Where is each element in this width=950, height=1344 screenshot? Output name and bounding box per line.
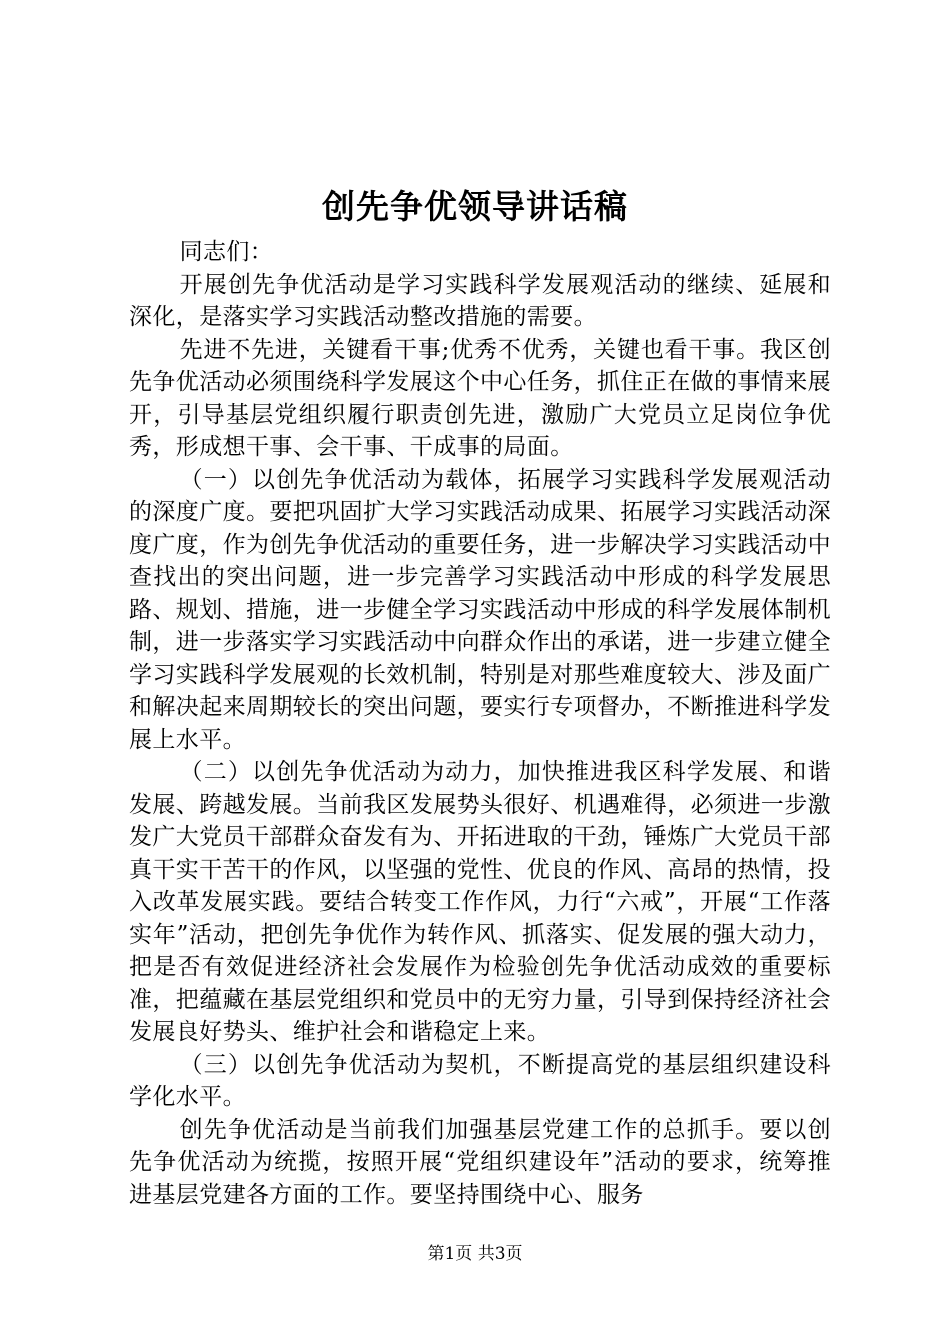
paragraph-6: 创先争优活动是当前我们加强基层党建工作的总抓手。要以创先争优活动为统揽，按照开展“党组织建设年”活动的要求，统筹推进基层党建各方面的工作。要坚持围绕中心、服务 — [129, 1116, 831, 1208]
document-body — [129, 236, 831, 1211]
section-2-paragraph: （二）以创先争优活动为动力，加快推进我区科学发展、和谐发展、跨越发展。当前我区发展势头很好、机遇难得，必须进一步激发广大党员干部群众奋发有为、开拓进取的干劲，锤炼广大党员干部真干实干苦干的作风，以坚强的党性、优良的作风、高昂的热情，投入改革发展实践。要结合转变工作作风，力行“六戒”，开展“工作落实年”活动，把创先争优作为转作风、抓落实、促发展的强大动力，把是否有效促进经济社会发展作为检验创先争优活动成效的重要标准，把蕴藏在基层党组织和党员中的无穷力量，引导到保持经济社会发展良好势头、维护社会和谐稳定上来。 — [129, 759, 831, 1045]
section-3-heading: （三）以创先争优活动为契机，不断提高党的基层组织建设科学化水平。 — [129, 1051, 831, 1110]
document-title: 创先争优领导讲话稿 — [322, 187, 628, 226]
paragraph-2: 先进不先进，关键看干事;优秀不优秀，关键也看干事。我区创先争优活动必须围绕科学发展这个中心任务，抓住正在做的事情来展开，引导基层党组织履行职责创先进，激励广大党员立足岗位争优秀，形成想干事、会干事、干成事的局面。 — [129, 336, 831, 460]
section-1-paragraph: （一）以创先争优活动为载体，拓展学习实践科学发展观活动的深度广度。要把巩固扩大学习实践活动成果、拓展学习实践活动深度广度，作为创先争优活动的重要任务，进一步解决学习实践活动中查找出的突出问题，进一步完善学习实践活动中形成的科学发展思路、规划、措施，进一步健全学习实践活动中形成的科学发展体制机制，进一步落实学习实践活动中向群众作出的承诺，进一步建立健全学习实践科学发展观的长效机制，特别是对那些难度较大、涉及面广和解决起来周期较长的突出问题，要实行专项督办，不断推进科学发展上水平。 — [129, 466, 831, 753]
greeting-line: 同志们： — [179, 239, 274, 265]
page-indicator: 第1页 共3页 — [427, 1244, 523, 1264]
paragraph-1: 开展创先争优活动是学习实践科学发展观活动的继续、延展和深化，是落实学习实践活动整改措施的需要。 — [129, 271, 831, 330]
